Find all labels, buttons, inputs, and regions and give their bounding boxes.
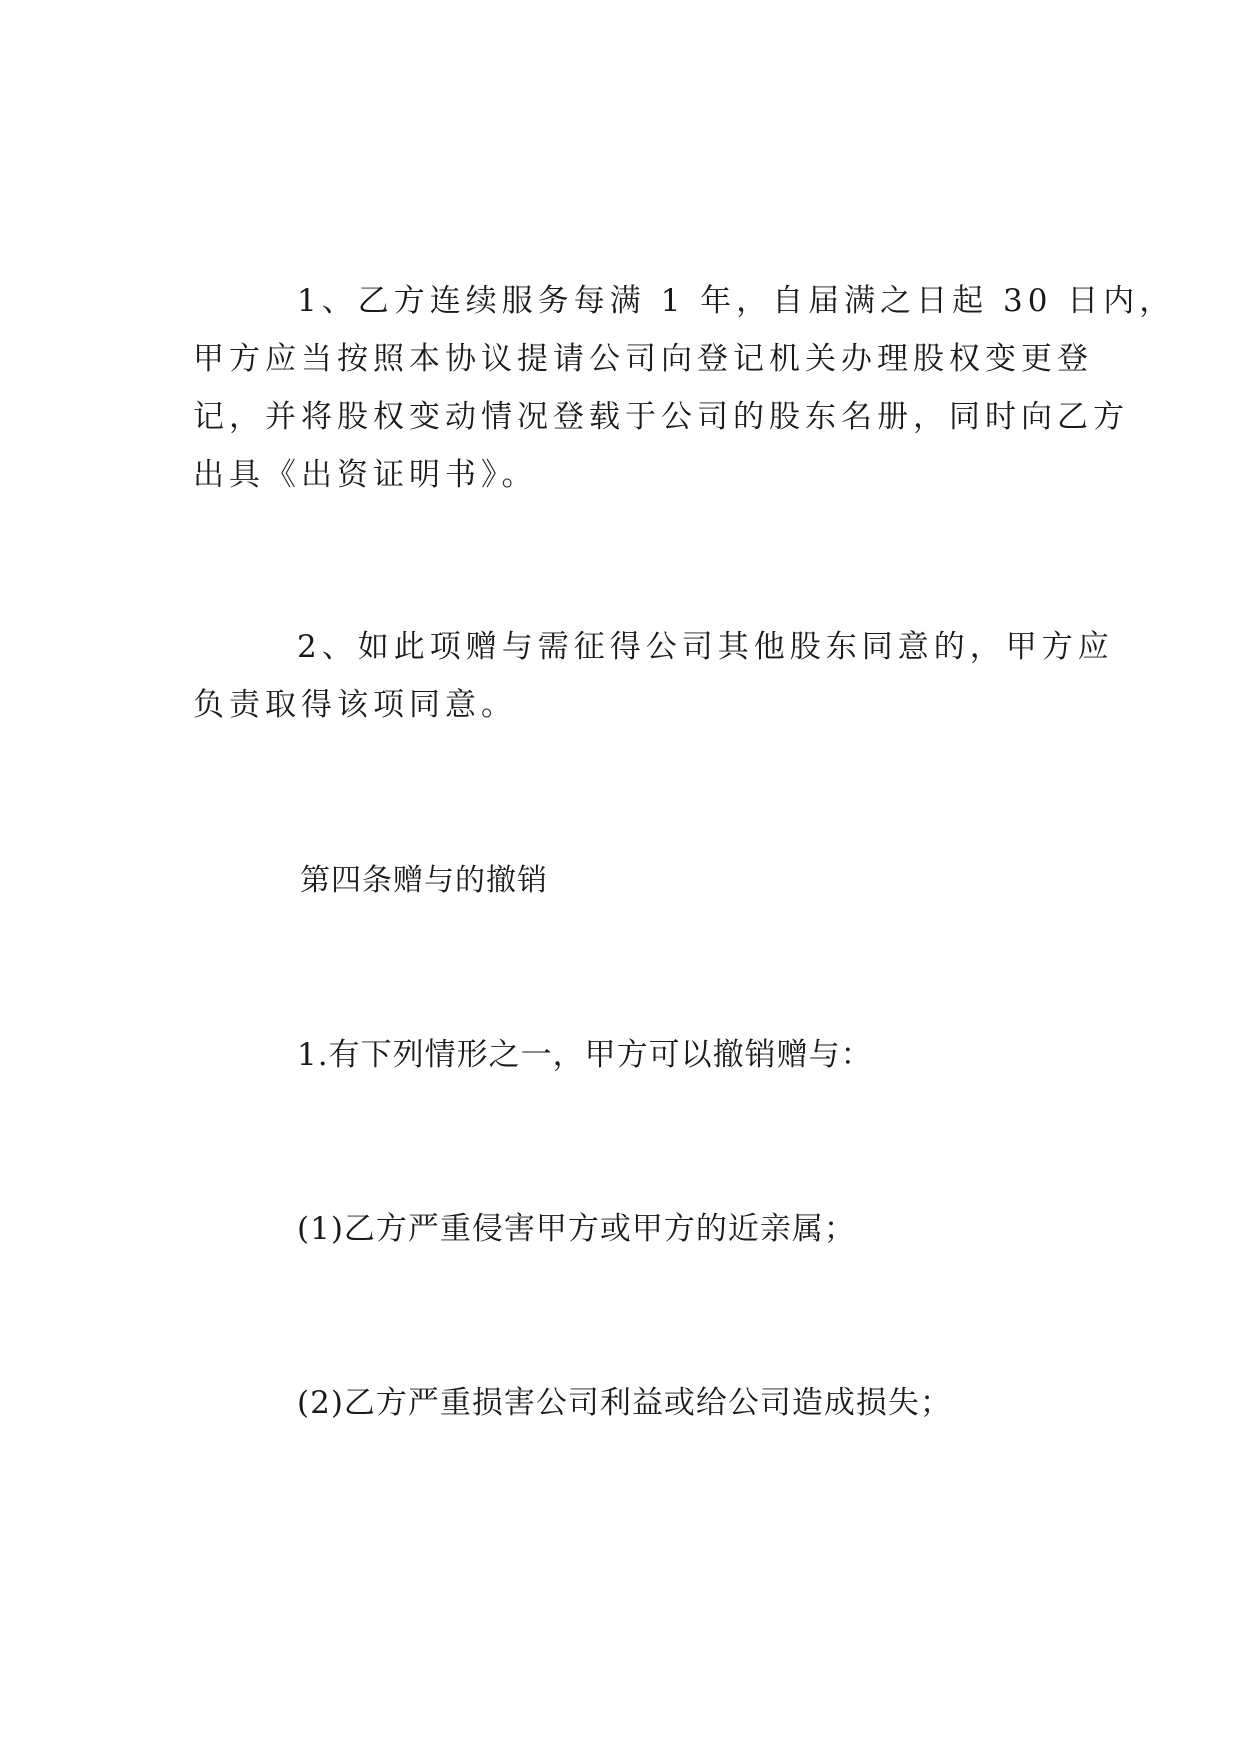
article-heading: 第四条赠与的撤销 <box>300 863 548 898</box>
paragraph-line: 甲方应当按照本协议提请公司向登记机关办理股权变更登 <box>193 341 1093 377</box>
revocation-item-2: (2)乙方严重损害公司利益或给公司造成损失； <box>297 1385 952 1421</box>
revocation-item-1: (1)乙方严重侵害甲方或甲方的近亲属； <box>297 1211 856 1247</box>
revocation-intro: 1.有下列情形之一，甲方可以撤销赠与： <box>297 1037 873 1073</box>
paragraph-line: 负责取得该项同意。 <box>193 687 517 723</box>
paragraph-registration <box>193 272 1175 504</box>
paragraph-line: 出具《出资证明书》。 <box>193 457 538 493</box>
paragraph-line: 2、如此项赠与需征得公司其他股东同意的，甲方应 <box>297 629 1114 665</box>
paragraph-line: 1、乙方连续服务每满 1 年，自届满之日起 30 日内， <box>297 283 1176 319</box>
paragraph-line: 记，并将股权变动情况登载于公司的股东名册，同时向乙方 <box>193 399 1129 435</box>
paragraph-consent <box>193 618 1114 734</box>
